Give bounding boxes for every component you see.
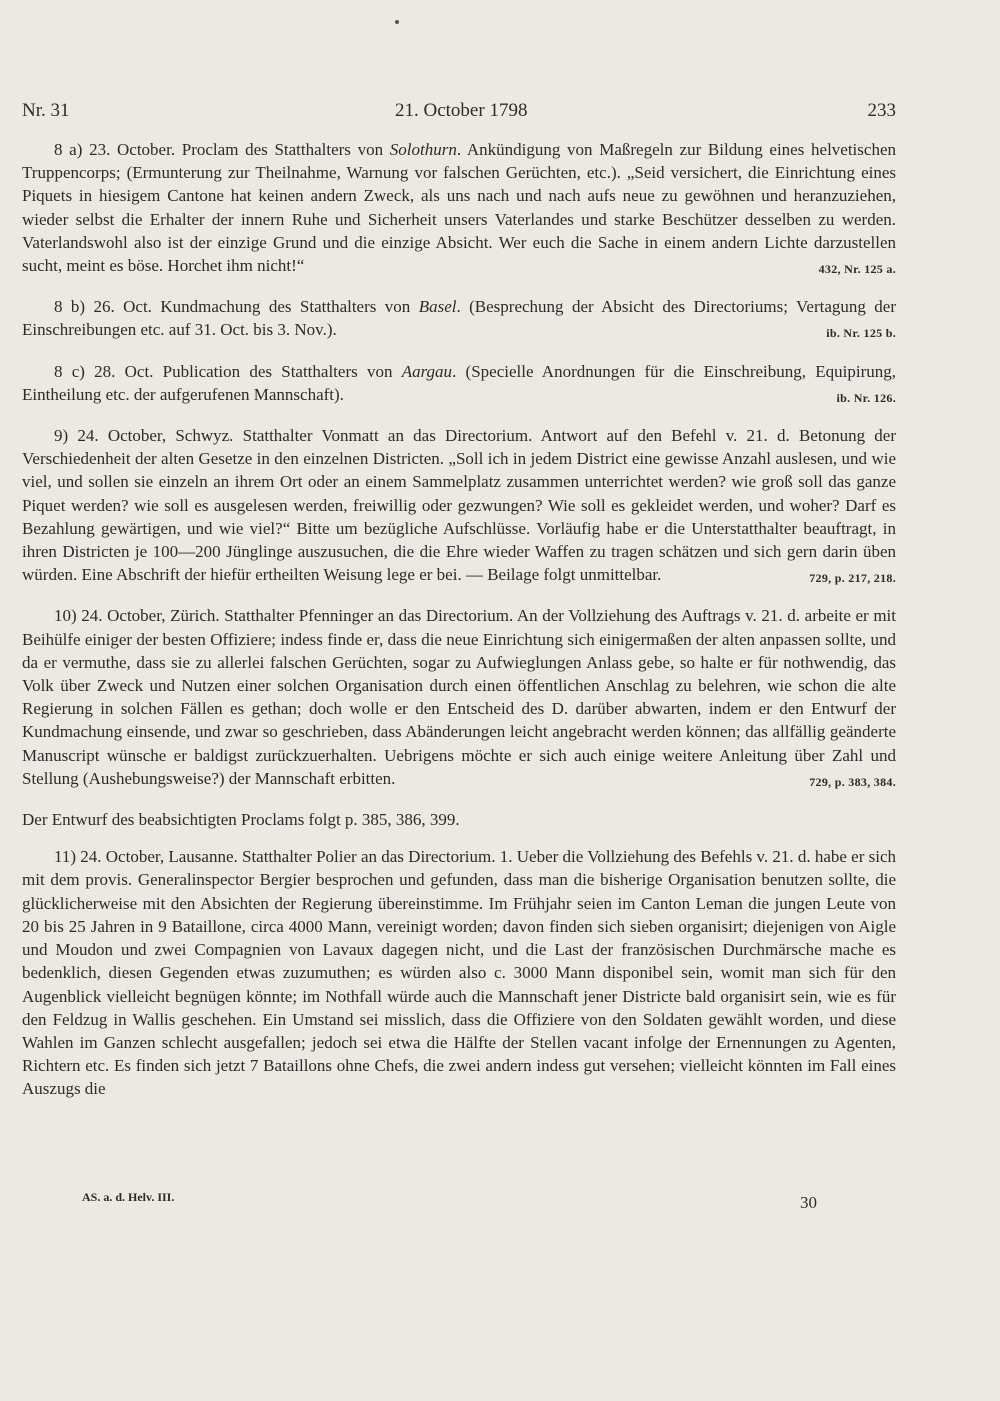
running-header [22,100,896,128]
entry-text: 8 b) 26. Oct. Kundmachung des Statthalters von [54,297,419,317]
entry-text: 8 a) 23. October. Proclam des Statthalters von [54,140,390,159]
document-entry [22,604,896,794]
place-name: Basel [418,297,457,317]
document-entry [22,808,896,831]
entry-text: Der Entwurf des beabsichtigten Proclams folgt p. 385, 386, 399. [22,810,460,830]
entry-text: 8 c) 28. Oct. Publication des Statthalters von [54,361,402,381]
document-entry [22,138,896,281]
footer-source: AS. a. d. Helv. III. [82,1190,175,1204]
source-reference: 432, Nr. 125 a. [818,262,896,277]
source-reference: 729, p. 383, 384. [809,774,896,789]
entry-text: . (Besprechung der Absicht des Directoriums; Vertagung der Einschreibungen etc. auf 31. Oct. bis 3. Nov.). [22,297,896,340]
place-name: Aargau [401,361,453,381]
entry-text: 10) 24. October, Zürich. Statthalter Pfenninger an das Directorium. An der Vollziehung des Auftrags v. 21. d. arbeite er mit Beihülfe einiger der besten Offiziere; indess finde er, dass die neue Einrichtung sich einigermaßen der alten anpassen sollte, und da er vermuthe, dass sie zu allerlei falschen Gerüchten, sogar zu Aufwieglungen Anlass gebe, so halte er für nothwendig, das Volk über Zweck und Nutzen einer solchen Organisation durch einen öffentlichen Anschlag zu belehren, wie schon die alte Regierung in solchen Fällen es gethan; doch wolle er den Entscheid des D. darüber abwarten, indem er den Entwurf der Kundmachung einsende, und zwar so geschrieben, dass Abänderungen leicht angebracht werden können; das allfällig geänderte Manuscript wünsche er baldigst zurückzuerhalten. Uebrigens möchte er sich auch einige weitere Anleitung über Zahl und Stellung (Aushebungsweise?) der Mannschaft erbitten. [22,606,896,788]
document-entry [22,295,896,345]
document-number: Nr. 31 [22,100,70,121]
header-date: 21. October 1798 [395,100,528,121]
source-reference: ib. Nr. 126. [836,390,896,405]
document-entry [22,360,896,410]
document-entry [22,424,896,590]
print-mark [395,20,399,24]
entry-text: . Ankündigung von Maßregeln zur Bildung eines helvetischen Truppencorps; (Ermunterung zur Theilnahme, Warnung vor falschen Gerüchten, etc.). „Seid versichert, die Einrichtung eines Piquets in hiesigem Cantone hat keinen andern Zweck, als uns nach und nach aufs neue zu gewöhnen und heranzuziehen, wieder selbst die Erhalter der innern Ruhe und Sicherheit unsers Vaterlandes und starke Beschützer desselben zu werden. Vaterlandswohl also ist der einzige Grund und die einzige Absicht. Wer euch die Sache in einem andern Lichte darzustellen sucht, meint es böse. Horchet ihm nicht!“ [22,140,896,276]
source-reference: 729, p. 217, 218. [809,571,896,586]
page-number: 233 [867,100,896,121]
document-entry [22,845,896,1100]
footer-sheet-number: 30 [800,1193,817,1212]
document-body [22,138,896,1101]
entry-text: 11) 24. October, Lausanne. Statthalter Polier an das Directorium. 1. Ueber die Vollziehung des Befehls v. 21. d. habe er sich mit dem provis. Generalinspector Bergier besprochen und gefunden, dass man die bisherige Organisation benutzen sollte, die glücklicherweise mit den Absichten der Regierung übereinstimme. Im Frühjahr seien im Canton Leman die jungen Leute von 20 bis 25 Jahren in 9 Bataillone, circa 4000 Mann, vereinigt worden; davon finden sich sieben organisirt; diejenigen von Aigle und Moudon und zwei Compagnien von Lavaux dagegen nicht, und die Last der französischen Durchmärsche mache es bedenklich, diesen Gegenden etwas zuzumuthen; es würden also c. 3000 Mann disponibel sein, womit man sich für den Augenblick vielleicht begnügen könnte; im Nothfall würde auch die Mannschaft jener Districte bald organisirt sein, wie es für den Feldzug in Wallis geschehen. Ein Umstand sei misslich, dass die Offiziere von den Soldaten gewählt worden, und diese Wahlen im Ganzen schlecht ausgefallen; jedoch sei etwa die Hälfte der Stellen vacant infolge der Ernennungen zu Agenten, Richtern etc. Es finden sich jetzt 7 Bataillons ohne Chefs, die zwei andern indess gut versehen; vielleicht könnten im Fall eines Auszugs die [22,847,897,1099]
entry-text: 9) 24. October, Schwyz. Statthalter Vonmatt an das Directorium. Antwort auf den Befehl v. 21. d. Betonung der Verschiedenheit der alten Gesetze in den einzelnen Districten. „Soll ich in jedem District eine gewisse Anzahl auslesen, und wie viel, und sollen sie einzeln an ihrem Ort oder an einem Sammelplatz zusammen unterrichtet werden? wie groß soll das ganze Piquet werden? wie soll es ausgelesen werden, freiwillig oder gezwungen? Wie soll es gekleidet werden, und woher? Darf es Bezahlung gewärtigen, und wie viel?“ Bitte um bezügliche Aufschlüsse. Vorläufig habe er die Unterstatthalter beauftragt, in ihren Districten je 100—200 Jünglinge auszusuchen, die die Ehre wieder Waffen zu tragen schätzen und sich gern darin üben würden. Eine Abschrift der hiefür ertheilten Weisung lege er bei. — Beilage folgt unmittelbar. [22,426,896,585]
entry-text: . (Specielle Anordnungen für die Einschreibung, Equipirung, Eintheilung etc. der aufgerufenen Mannschaft). [22,361,896,404]
source-reference: ib. Nr. 125 b. [826,326,896,341]
place-name: Solothurn [389,140,457,159]
